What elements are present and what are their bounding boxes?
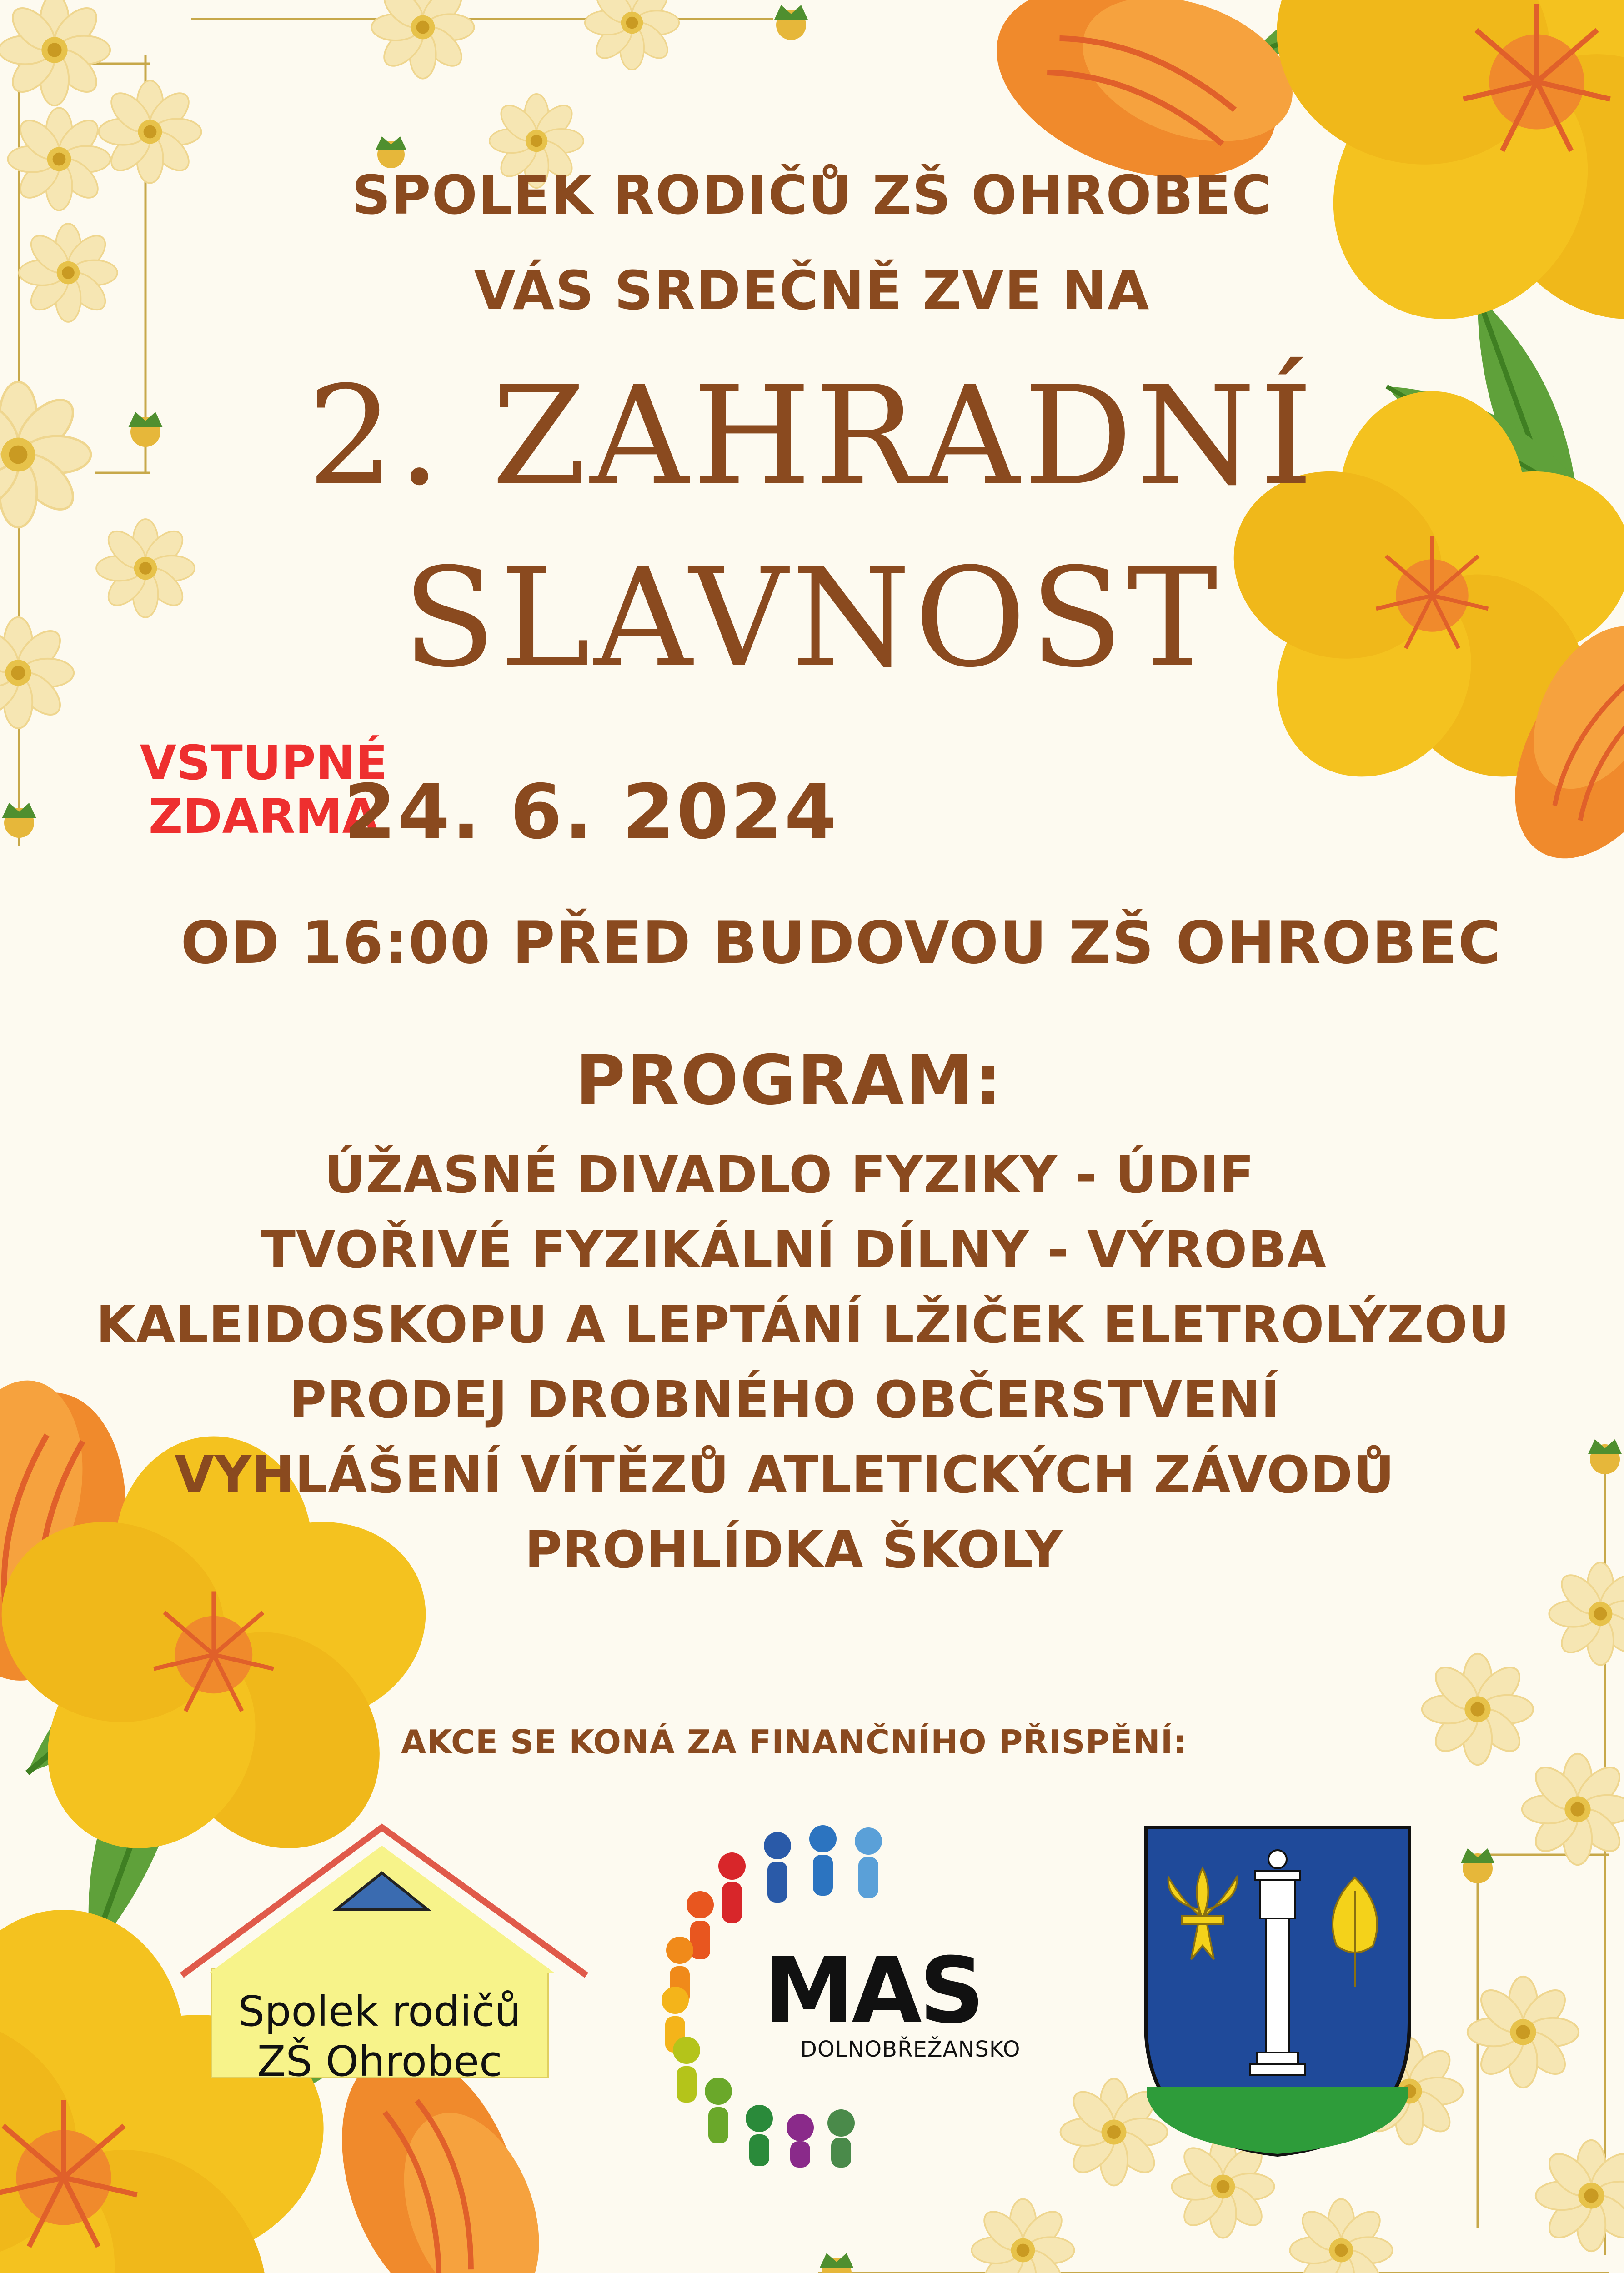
free-admission-line2: ZDARMA [148,788,379,844]
program-item: ÚŽASNÉ DIVADLO FYZIKY - ÚDIF [324,1146,1255,1205]
ohrobec-coat-of-arms-icon [1141,1823,1414,2159]
event-date: 24. 6. 2024 [344,768,838,856]
program-item: TVOŘIVÉ FYZIKÁLNÍ DÍLNY - VÝROBA [261,1221,1327,1280]
event-title-line1: 2. ZAHRADNÍ [307,357,1317,516]
program-heading: PROGRAM: [575,1041,1003,1120]
organizer-line: SPOLEK RODIČŮ ZŠ OHROBEC [352,164,1272,226]
program-item: VYHLÁŠENÍ VÍTĚZŮ ATLETICKÝCH ZÁVODŮ [174,1446,1395,1505]
mas-logo-text: MAS [764,1938,982,2044]
mas-logo-subtext: DOLNOBŘEŽANSKO [800,2037,1021,2062]
sponsors-heading: AKCE SE KONÁ ZA FINANČNÍHO PŘISPĚNÍ: [401,1723,1187,1761]
event-time-place: OD 16:00 PŘED BUDOVOU ZŠ OHROBEC [180,909,1502,977]
free-admission-line1: VSTUPNÉ [140,735,388,791]
program-item: PRODEJ DROBNÉHO OBČERSTVENÍ [289,1371,1280,1430]
spolek-logo-line1: Spolek rodičů [238,1987,521,2036]
spolek-rodicu-logo [168,1818,600,2086]
spolek-logo-line2: ZŠ Ohrobec [257,2037,502,2086]
program-item: KALEIDOSKOPU A LEPTÁNÍ LŽIČEK ELETROLÝZOU [96,1296,1510,1355]
mas-dolnobrezansko-logo [650,1814,1046,2168]
event-title-line2: SLAVNOST [402,539,1222,697]
program-item: PROHLÍDKA ŠKOLY [525,1521,1063,1580]
invitation-line: VÁS SRDEČNĚ ZVE NA [474,259,1150,322]
